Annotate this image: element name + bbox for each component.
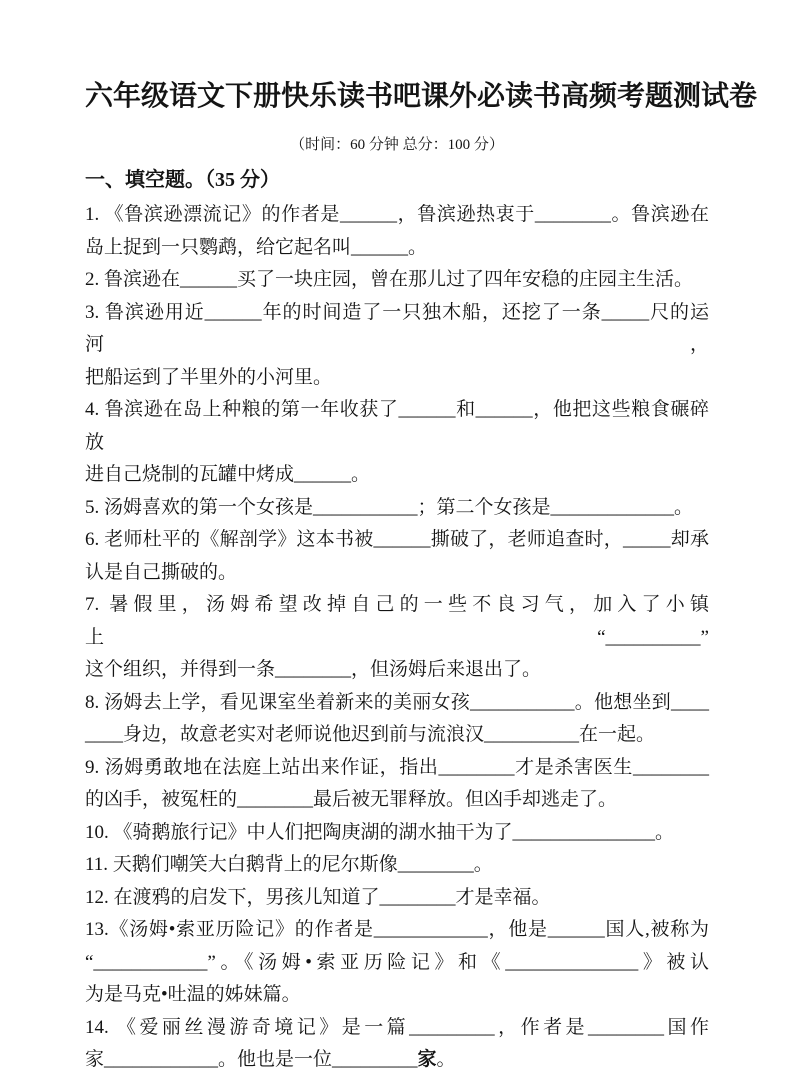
text-segment: 家____________。他也是一位_________ <box>85 1049 418 1070</box>
question-line: 这个组织，并得到一条________，但汤姆后来退出了。 <box>85 659 542 680</box>
question <box>85 297 709 395</box>
question-line: 1. 《鲁滨逊漂流记》的作者是______，鲁滨逊热衷于________。鲁滨逊在 <box>85 204 709 225</box>
question-line: 2. 鲁滨逊在______买了一块庄园，曾在那儿过了四年安稳的庄园主生活。 <box>85 269 694 290</box>
exam-meta: （时间：60 分钟 总分：100 分） <box>290 137 504 153</box>
question-line: 岛上捉到一只鹦鹉，给它起名叫______。 <box>85 236 428 258</box>
question <box>85 1012 709 1077</box>
question-line: 9. 汤姆勇敢地在法庭上站出来作证，指出________才是杀害医生________ <box>85 756 709 778</box>
question-line: 10. 《骑鹅旅行记》中人们把陶庚湖的湖水抽干为了_______________。 <box>85 821 675 843</box>
question-line: 的凶手，被冤枉的________最后被无罪释放。但凶手却逃走了。 <box>85 789 618 810</box>
question-list <box>85 199 709 1077</box>
question <box>85 199 709 264</box>
question <box>85 914 709 1012</box>
question <box>85 492 709 525</box>
question-line: 认是自己撕破的。 <box>85 561 238 583</box>
question <box>85 817 709 850</box>
question <box>85 394 709 492</box>
question-line: 14. 《爱丽丝漫游奇境记》是一篇_________，作者是________国作 <box>85 1016 709 1038</box>
question <box>85 524 709 589</box>
bold-text: 家 <box>417 1049 437 1070</box>
question-line: 7. 暑假里，汤姆希望改掉自己的一些不良习气，加入了小镇上“__________” <box>85 594 709 648</box>
text-segment: 。 <box>436 1049 456 1070</box>
question-line: 为是马克•吐温的姊妹篇。 <box>85 984 301 1005</box>
question-line: 进自己烧制的瓦罐中烤成______。 <box>85 464 371 485</box>
page-title: 六年级语文下册快乐读书吧课外必读书高频考题测试卷 <box>85 81 758 112</box>
question-line: 4. 鲁滨逊在岛上种粮的第一年收获了______和______，他把这些粮食碾碎放 <box>85 399 709 453</box>
question-line: ____身边，故意老实对老师说他迟到前与流浪汉__________在一起。 <box>85 724 656 745</box>
question-line <box>85 1044 709 1077</box>
question <box>85 687 709 752</box>
question-line: 6. 老师杜平的《解剖学》这本书被______撕破了，老师追查时，_____却承 <box>85 529 709 550</box>
question <box>85 849 709 882</box>
question-line: 8. 汤姆去上学，看见课室坐着新来的美丽女孩___________。他想坐到____ <box>85 691 709 713</box>
question-line: 13.《汤姆•索亚历险记》的作者是____________，他是______国人,被称为 <box>85 919 709 940</box>
question <box>85 882 709 915</box>
question <box>85 752 709 817</box>
question-line: 12. 在渡鸦的启发下，男孩儿知道了________才是幸福。 <box>85 886 551 908</box>
question-line: “____________”。《汤姆•索亚历险记》和《______________》被认 <box>85 951 709 973</box>
section-heading: 一、填空题。（35 分） <box>85 169 280 191</box>
question-line: 3. 鲁滨逊用近______年的时间造了一只独木船，还挖了一条_____尺的运河， <box>85 301 709 355</box>
question <box>85 589 709 687</box>
question-line: 把船运到了半里外的小河里。 <box>85 366 333 388</box>
question-line: 11. 天鹅们嘲笑大白鹅背上的尼尔斯像________。 <box>85 854 493 875</box>
question-line: 5. 汤姆喜欢的第一个女孩是___________；第二个女孩是_____________。 <box>85 496 694 518</box>
question <box>85 264 709 297</box>
